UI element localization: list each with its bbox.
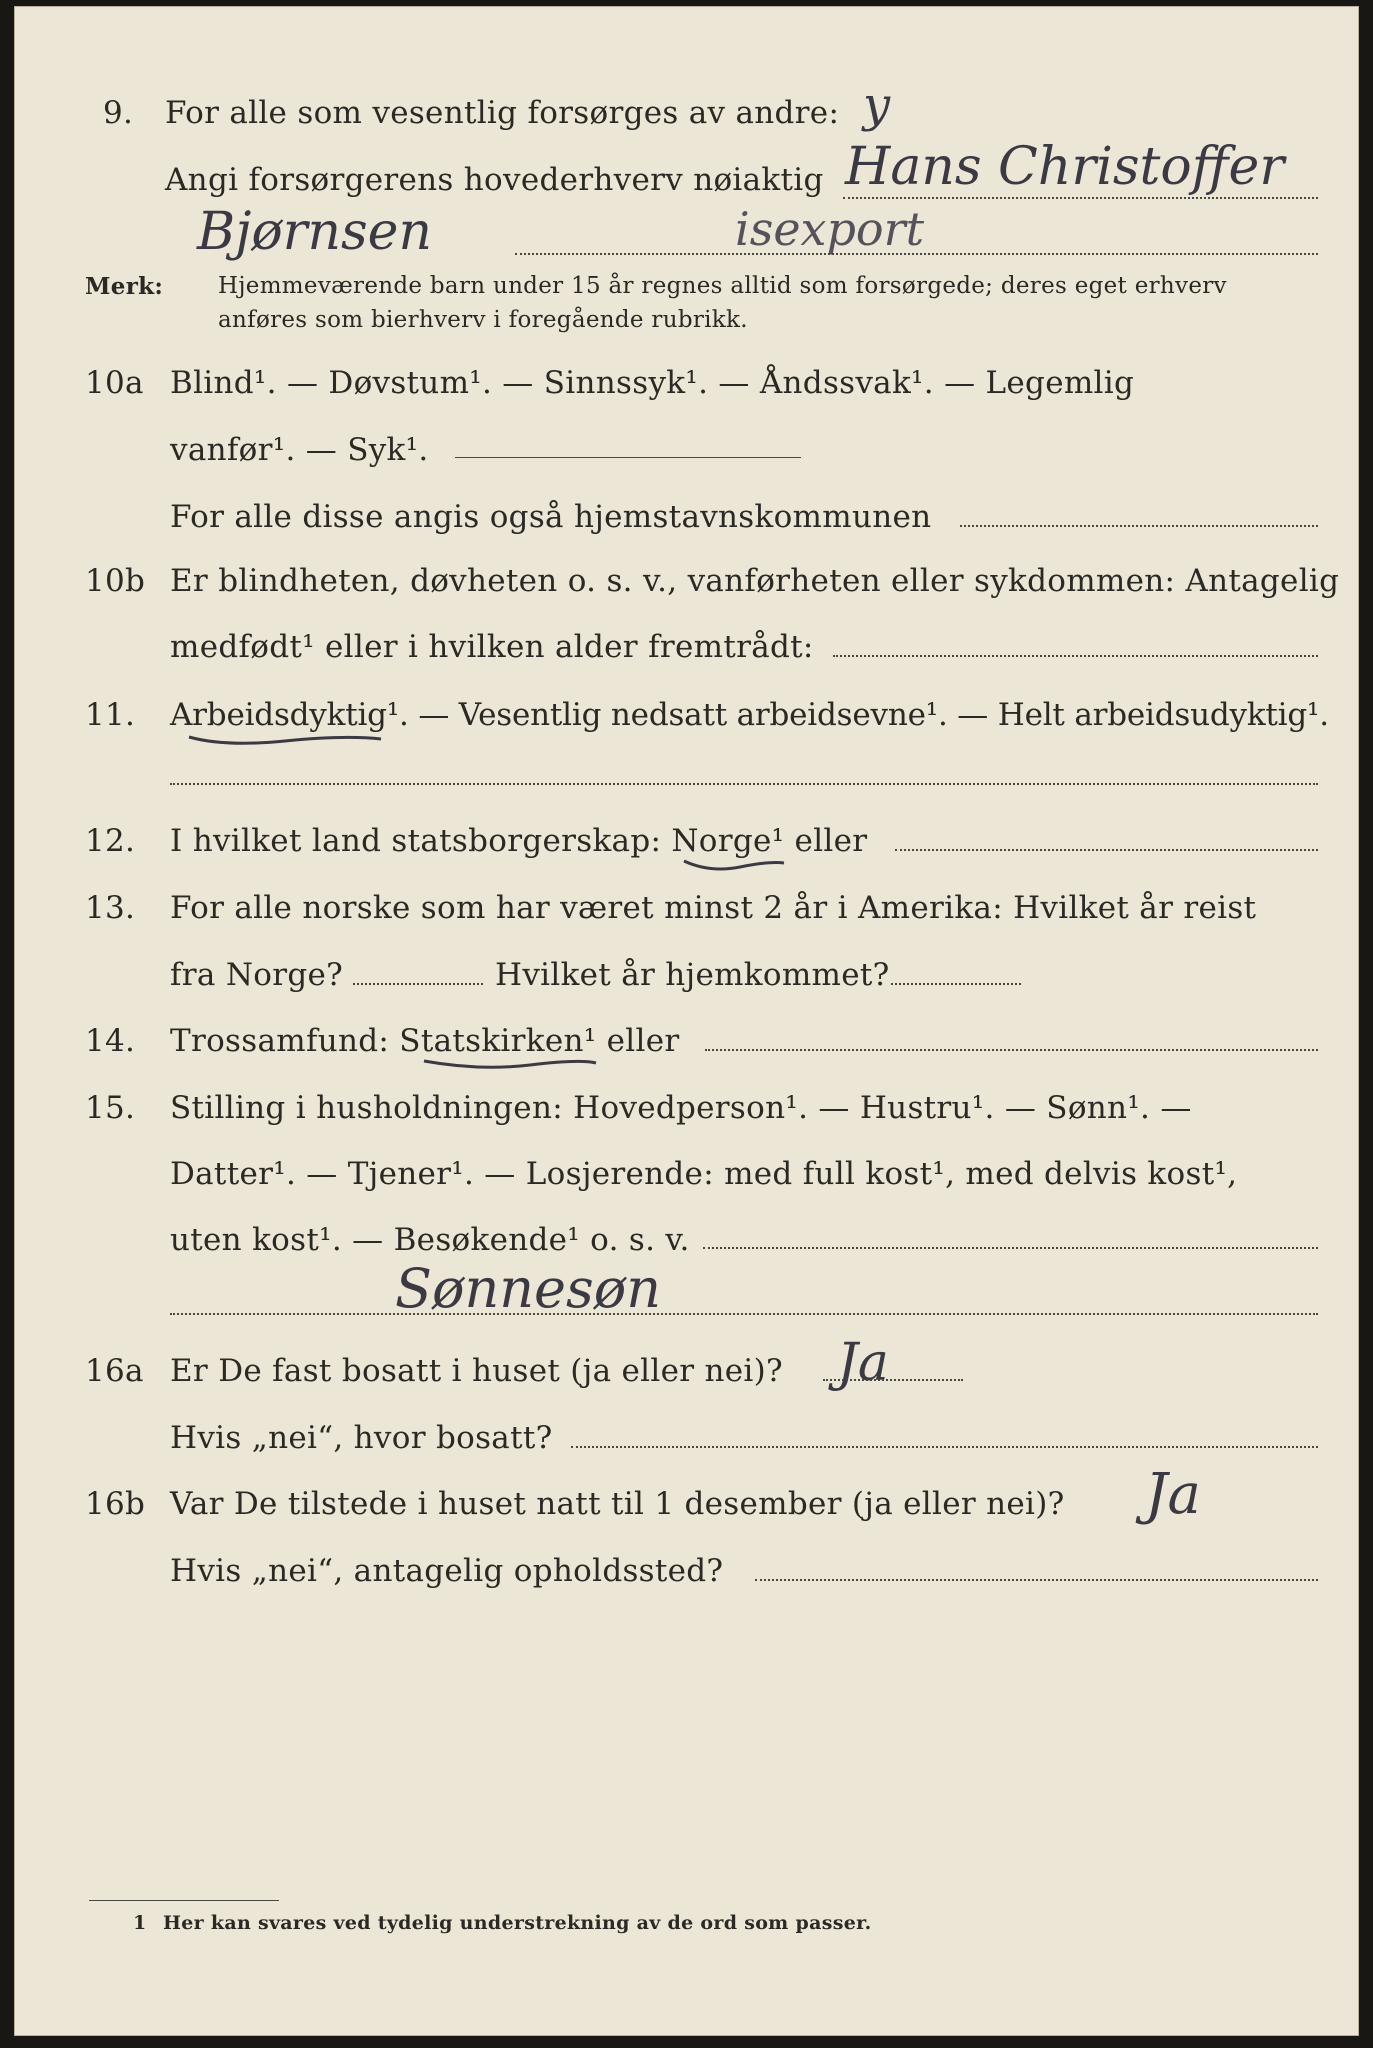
footnote-rule bbox=[89, 1900, 279, 1901]
q16a-line2: Hvis „nei“, hvor bosatt? bbox=[170, 1420, 553, 1456]
q10a-hjemstavn-line bbox=[960, 525, 1318, 527]
q13-line2b: Hvilket år hjemkommet? bbox=[495, 957, 890, 993]
form-page bbox=[14, 6, 1359, 2036]
q14-answer-line bbox=[705, 1049, 1318, 1051]
q15-line3: uten kost¹. — Besøkende¹ o. s. v. bbox=[170, 1222, 690, 1258]
q10a-line2: vanfør¹. — Syk¹. bbox=[170, 432, 429, 468]
q10b-number: 10b bbox=[85, 563, 146, 599]
footnote-text: Her kan svares ved tydelig understrekning av de ord som passer. bbox=[163, 1912, 872, 1934]
q13-hjemkommet-line bbox=[891, 983, 1021, 985]
q11-number: 11. bbox=[85, 697, 136, 733]
q10b-answer-line bbox=[833, 655, 1318, 657]
q15-answer-line2 bbox=[170, 1313, 1318, 1315]
footnote-mark: 1 bbox=[133, 1912, 147, 1934]
q16b-answer: Ja bbox=[1145, 1462, 1201, 1527]
q10a-line3: For alle disse angis også hjemstavnskommunen bbox=[170, 499, 932, 535]
q9-answer-line2 bbox=[515, 253, 1318, 255]
q13-number: 13. bbox=[85, 890, 136, 926]
q16b-number: 16b bbox=[85, 1486, 146, 1522]
q15-line2: Datter¹. — Tjener¹. — Losjerende: med full kost¹, med delvis kost¹, bbox=[170, 1156, 1238, 1192]
q16a-line1: Er De fast bosatt i huset (ja eller nei)? bbox=[170, 1353, 783, 1389]
q16b-line2: Hvis „nei“, antagelig opholdssted? bbox=[170, 1553, 724, 1589]
q16a-bosatt-line bbox=[571, 1446, 1318, 1448]
merk-line1: Hjemmeværende barn under 15 år regnes alltid som forsørgede; deres eget erhverv bbox=[218, 273, 1227, 299]
q15-line1: Stilling i husholdningen: Hovedperson¹. — Hustru¹. — Sønn¹. — bbox=[170, 1090, 1192, 1126]
q10a-line1: Blind¹. — Døvstum¹. — Sinnssyk¹. — Åndssvak¹. — Legemlig bbox=[170, 365, 1135, 401]
q15-answer-line1 bbox=[703, 1247, 1318, 1249]
q11-handwritten-underline bbox=[185, 729, 385, 749]
merk-label: Merk: bbox=[85, 273, 164, 300]
q16b-opholdssted-line bbox=[755, 1579, 1318, 1581]
q15-number: 15. bbox=[85, 1090, 136, 1126]
q13-line1: For alle norske som har været minst 2 år i Amerika: Hvilket år reist bbox=[170, 890, 1257, 926]
q9-line2: Angi forsørgerens hovederhverv nøiaktig bbox=[165, 162, 824, 198]
q9-answer-name: Hans Christoffer bbox=[845, 137, 1285, 197]
q12-number: 12. bbox=[85, 823, 136, 859]
q12-answer-line bbox=[895, 849, 1318, 851]
q11-line1: Arbeidsdyktig¹. — Vesentlig nedsatt arbeidsevne¹. — Helt arbeidsudyktig¹. bbox=[170, 697, 1329, 733]
merk-line2: anføres som bierhverv i foregående rubrikk. bbox=[218, 307, 748, 333]
q10b-line1: Er blindheten, døvheten o. s. v., vanførheten eller sykdommen: Antagelig bbox=[170, 563, 1340, 599]
handwritten-slash: y bbox=[863, 77, 891, 133]
q10a-syk-line bbox=[455, 457, 801, 458]
q9-answer-occupation: isexport bbox=[735, 202, 925, 256]
q9-answer-surname: Bjørnsen bbox=[197, 202, 432, 262]
q16a-number: 16a bbox=[85, 1353, 144, 1389]
q15-answer: Sønnesøn bbox=[395, 1257, 662, 1320]
q9-answer-line1 bbox=[843, 197, 1318, 199]
q13-reist-line bbox=[353, 983, 483, 985]
q10a-number: 10a bbox=[85, 365, 144, 401]
q9-line1: For alle som vesentlig forsørges av andre: bbox=[165, 95, 840, 131]
q12-handwritten-underline bbox=[680, 855, 790, 875]
q12-line1: I hvilket land statsborgerskap: Norge¹ eller bbox=[170, 823, 868, 859]
q10b-line2: medfødt¹ eller i hvilken alder fremtrådt: bbox=[170, 629, 814, 665]
q16a-answer: Ja bbox=[837, 1333, 889, 1393]
q14-handwritten-underline bbox=[420, 1055, 600, 1075]
q16b-line1: Var De tilstede i huset natt til 1 desember (ja eller nei)? bbox=[170, 1486, 1065, 1522]
q13-line2a: fra Norge? bbox=[170, 957, 344, 993]
q16a-answer-line bbox=[823, 1379, 963, 1381]
q14-line1: Trossamfund: Statskirken¹ eller bbox=[170, 1023, 680, 1059]
q9-number: 9. bbox=[103, 95, 134, 131]
q14-number: 14. bbox=[85, 1023, 136, 1059]
q11-answer-line bbox=[170, 783, 1318, 785]
